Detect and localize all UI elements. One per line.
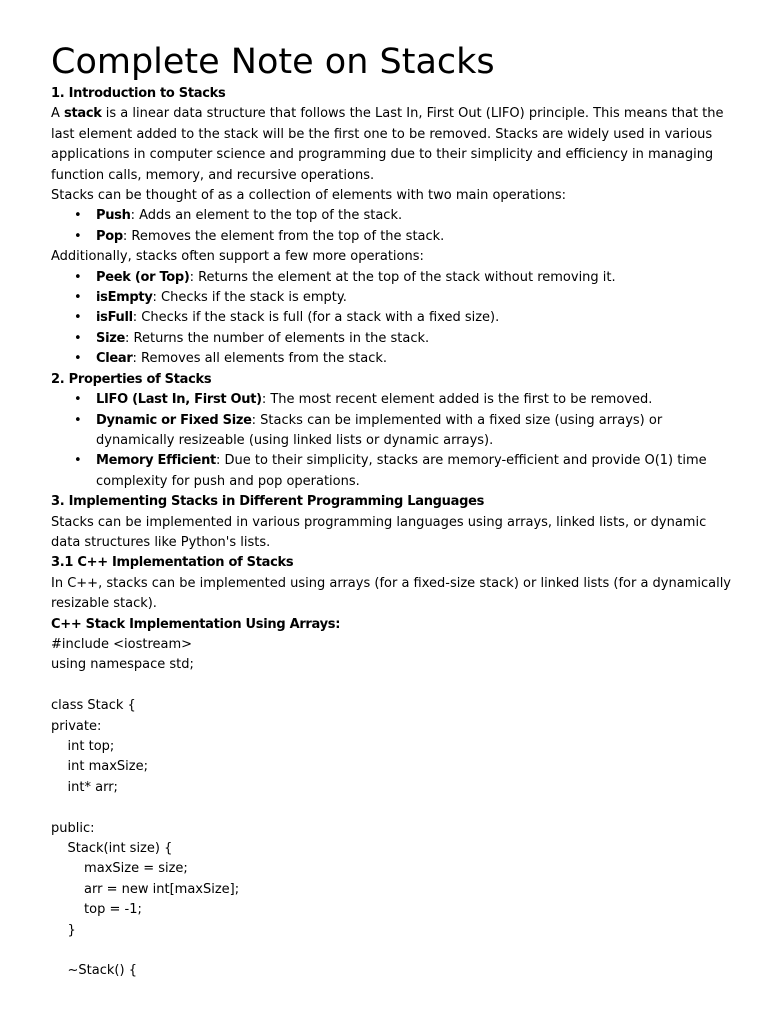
list-item-desc: : Checks if the stack is empty. <box>152 290 347 306</box>
list-item <box>96 227 731 247</box>
main-operations-list <box>51 206 731 247</box>
intro-text-rest: is a linear data structure that follows the Last In, First Out (LIFO) principle. This means that the last element added to the stack will be the first one to be removed. Stacks are widely used in various applications in computer science and programming due to their simplicity and efficiency in managing function calls, memory, and recursive operations. <box>51 106 724 183</box>
list-item-desc: : Removes all elements from the stack. <box>132 351 388 367</box>
section-heading-cpp: 3.1 C++ Implementation of Stacks <box>51 555 294 571</box>
list-item-desc: : Removes the element from the top of the stack. <box>122 228 445 244</box>
list-item-term: Peek (or Top) <box>96 269 190 285</box>
list-item-desc: : Due to their simplicity, stacks are memory-efficient and provide O(1) time complexity for push and pop operations. <box>96 453 707 489</box>
intro-paragraph <box>51 104 731 186</box>
list-item-desc: : Adds an element to the top of the stack. <box>130 208 403 224</box>
list-item <box>96 390 731 410</box>
section-heading-introduction: 1. Introduction to Stacks <box>51 86 226 101</box>
list-item <box>96 308 731 328</box>
list-item-term: isEmpty <box>96 290 153 306</box>
list-item-term: Clear <box>96 351 133 367</box>
list-item <box>96 288 731 308</box>
list-item <box>96 268 731 288</box>
cpp-paragraph: In C++, stacks can be implemented using arrays (for a fixed-size stack) or linked lists (for a dynamically resizable stack). <box>51 575 732 612</box>
list-item-desc: : Stacks can be implemented with a fixed size (using arrays) or dynamically resizeable (using linked lists or dynamic arrays). <box>96 412 663 448</box>
list-item-desc: : Returns the number of elements in the stack. <box>125 330 430 346</box>
list-item <box>96 329 731 349</box>
document-title: Complete Note on Stacks <box>51 42 495 82</box>
section-heading-properties: 2. Properties of Stacks <box>51 371 212 387</box>
intro-text-start: A <box>51 106 65 122</box>
list-item-term: Size <box>96 330 126 346</box>
list-item-desc: : Returns the element at the top of the stack without removing it. <box>189 269 616 285</box>
list-item <box>96 349 731 369</box>
list-item-term: Memory Efficient <box>96 453 216 469</box>
list-item-term: isFull <box>96 310 133 326</box>
list-item-term: LIFO (Last In, First Out) <box>96 392 262 408</box>
list-item-term: Pop <box>96 228 123 244</box>
list-item <box>96 206 731 226</box>
section-heading-implementing: 3. Implementing Stacks in Different Programming Languages <box>51 494 485 510</box>
more-operations-intro: Additionally, stacks often support a few more operations: <box>51 249 424 265</box>
extra-operations-list <box>51 268 731 370</box>
stack-term: stack <box>64 106 102 122</box>
cpp-array-subheading: C++ Stack Implementation Using Arrays: <box>51 616 341 632</box>
document-page <box>51 40 731 982</box>
list-item-desc: : Checks if the stack is full (for a stack with a fixed size). <box>132 310 500 326</box>
operations-intro: Stacks can be thought of as a collection of elements with two main operations: <box>51 188 567 204</box>
list-item-desc: : The most recent element added is the first to be removed. <box>261 392 653 408</box>
cpp-code-block: #include <iostream> using namespace std; class Stack { private: int top; int maxSize; int* arr; public: Stack(int size) { maxSize = size; arr = new int[maxSize]; top = -1; } ~Stack() { <box>51 636 240 979</box>
list-item <box>96 411 731 452</box>
implementing-paragraph: Stacks can be implemented in various programming languages using arrays, linked lists, or dynamic data structures like Python's lists. <box>51 514 707 550</box>
properties-list <box>51 390 731 492</box>
list-item <box>96 451 731 492</box>
list-item-term: Dynamic or Fixed Size <box>96 412 252 428</box>
list-item-term: Push <box>96 208 131 224</box>
